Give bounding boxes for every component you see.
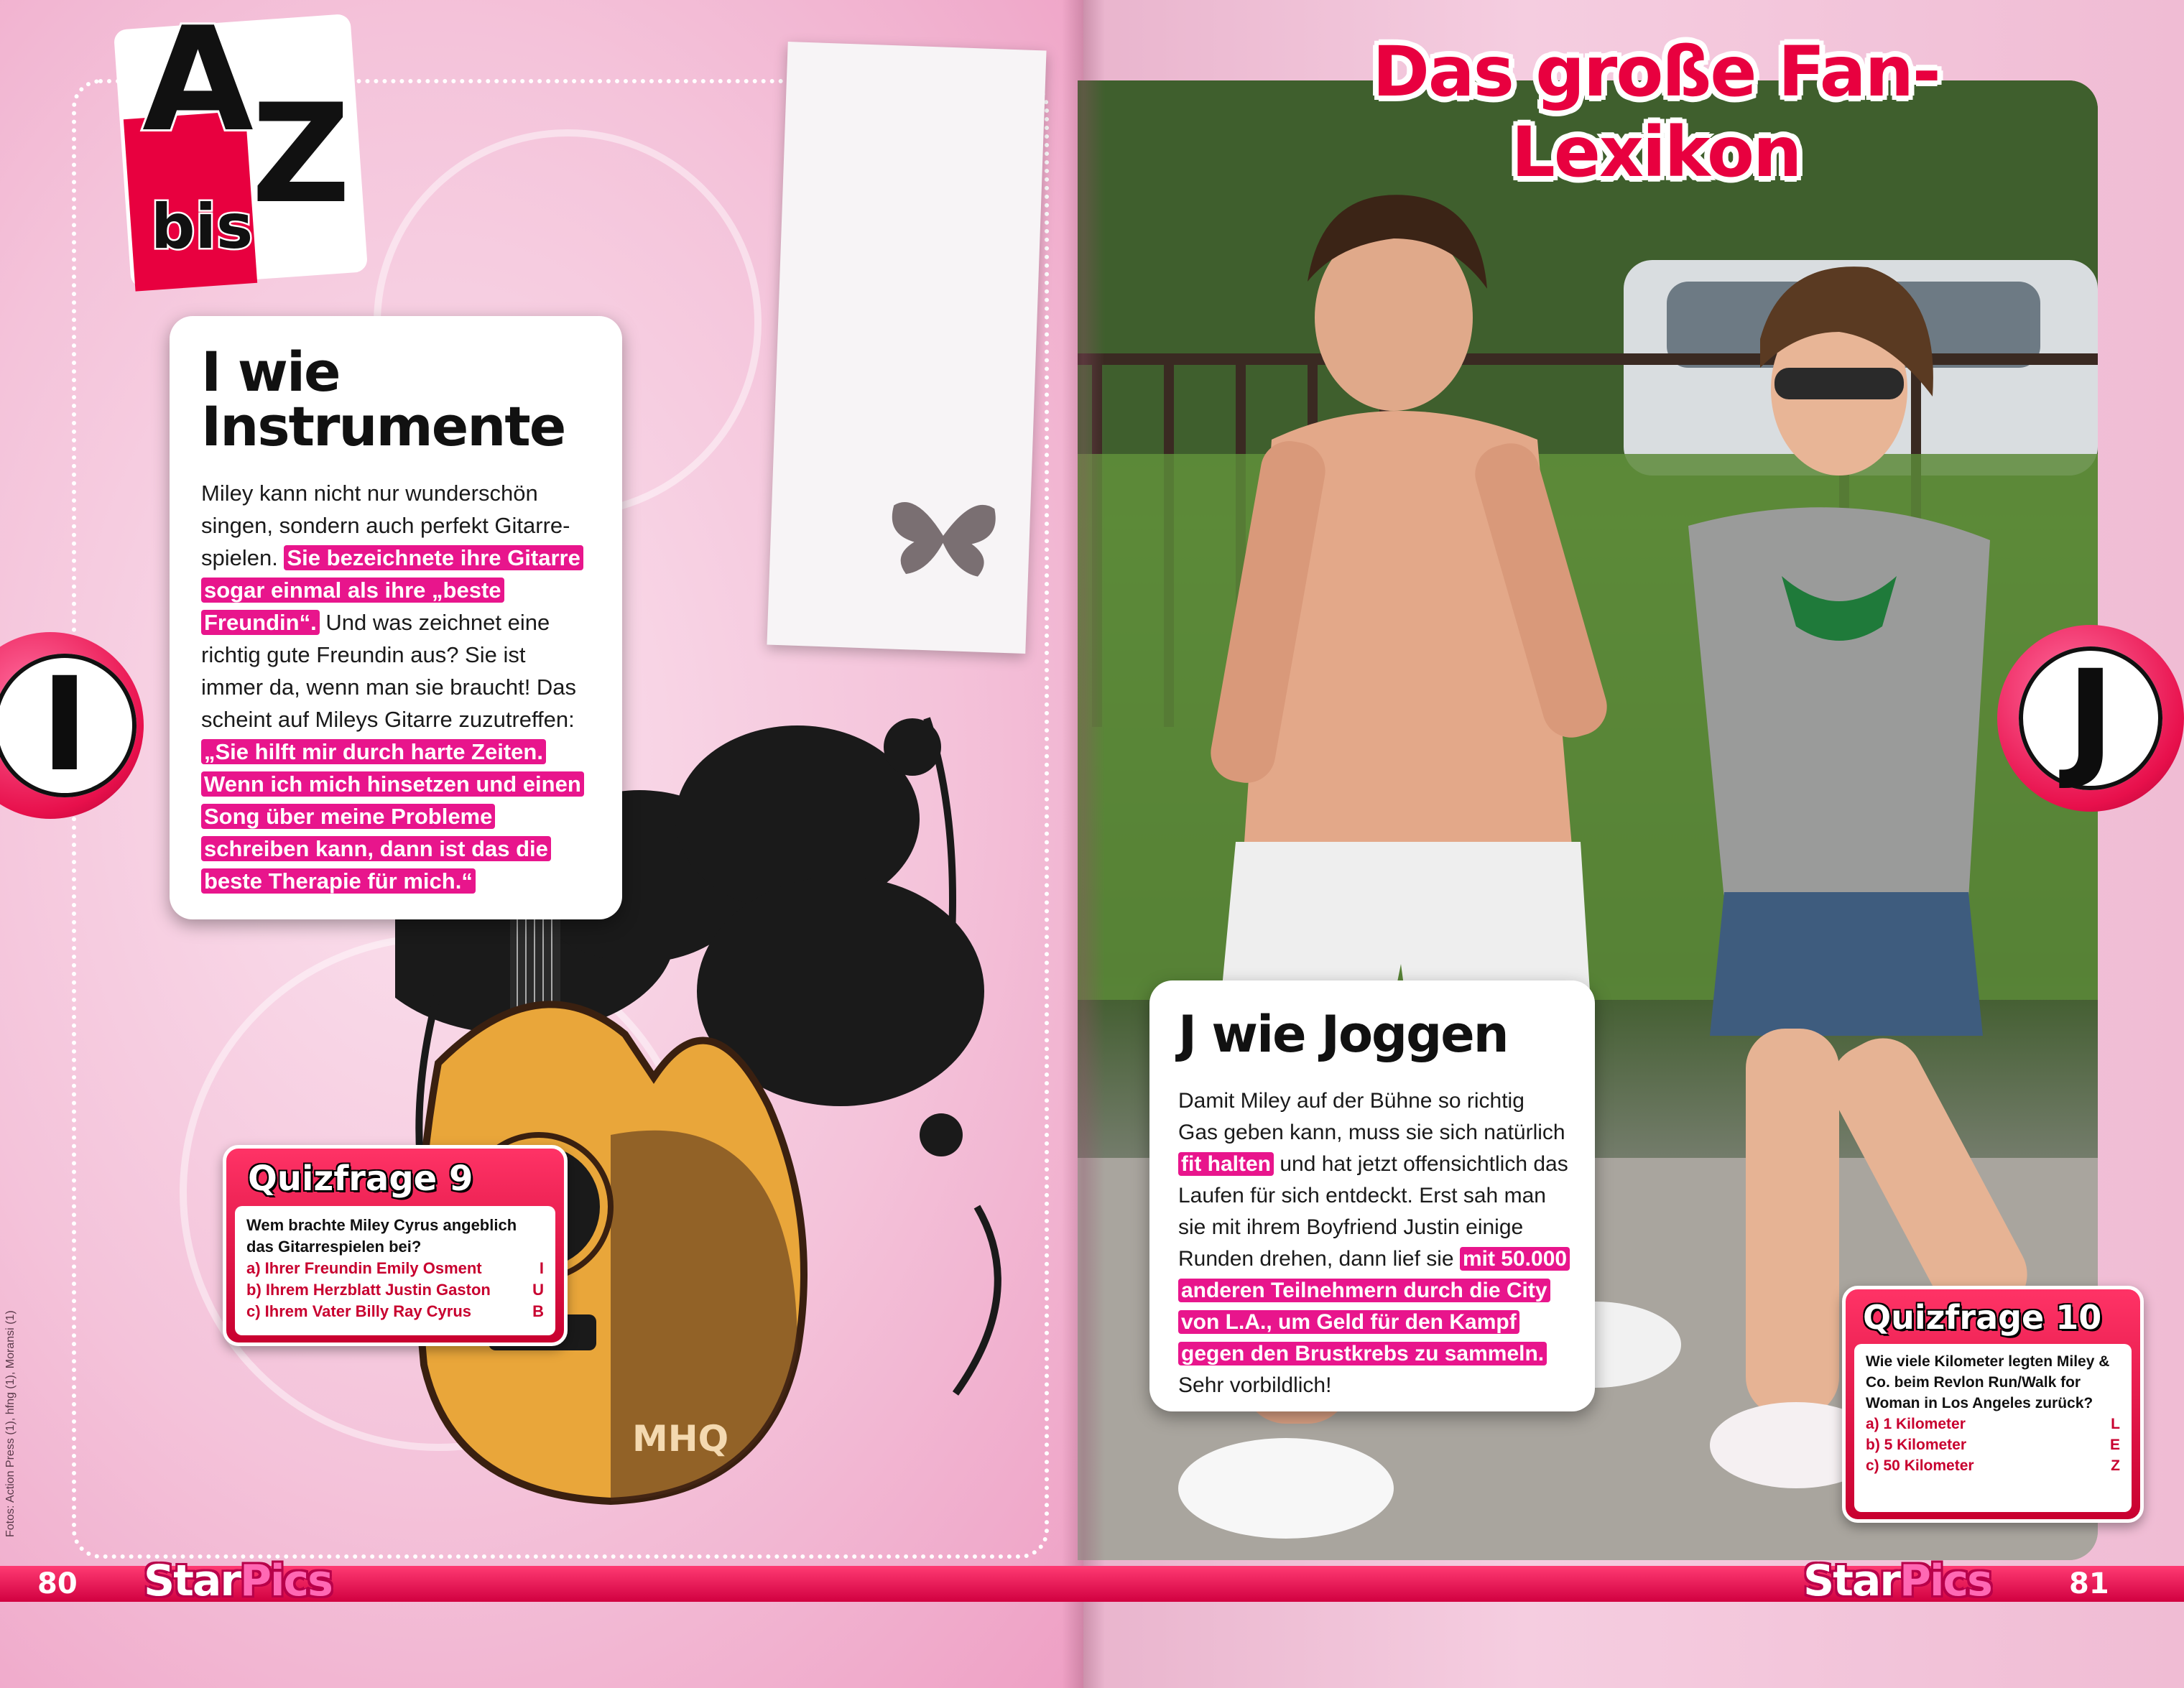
article-highlight: Sie bezeichnete ihre Gitarre sogar einmal als ihre „beste Freundin“. [201, 545, 583, 635]
quiz-option[interactable] [246, 1279, 544, 1301]
photo-credits: Fotos: Action Press (1), hfng (1), Moransi (1) [4, 1310, 17, 1537]
article-card-instrumente [170, 316, 622, 919]
quiz-option-code: L [2111, 1416, 2120, 1432]
article-body [201, 477, 593, 897]
brand-pics: Pics [1899, 1556, 1991, 1606]
quiz-option[interactable] [1866, 1434, 2120, 1455]
quiz-option[interactable] [1866, 1455, 2120, 1476]
quiz-box-10 [1842, 1286, 2144, 1523]
letter-badge-j-inner [2019, 643, 2162, 793]
logo-letter-z: Z [251, 75, 351, 233]
article-body [1178, 1085, 1569, 1401]
quiz-option-code: I [539, 1259, 544, 1277]
article-text: Und was zeichnet eine richtig gute Freundin aus? Sie ist immer da, wenn man sie braucht! Das scheint auf Mileys Gitarre zuzutreffen: [201, 610, 577, 732]
starpics-logo-right [1803, 1556, 1991, 1606]
letter-badge-j [1997, 625, 2184, 812]
quiz-option-code: Z [2111, 1457, 2120, 1474]
quiz-option[interactable] [246, 1301, 544, 1322]
article-title [201, 340, 593, 458]
article-highlight: fit halten [1178, 1152, 1274, 1176]
quiz-box-9 [223, 1145, 568, 1346]
letter-i: I [40, 650, 89, 800]
quiz-body [235, 1206, 555, 1335]
logo-graphic [108, 7, 395, 295]
article-text: und hat jetzt offensichtlich das Laufen für sich entdeckt. Erst sah man sie mit ihrem Boyfriend Justin einige Runden drehen, dann lief sie [1178, 1152, 1568, 1271]
quiz-option-code: B [532, 1302, 544, 1320]
logo-letter-a: A [142, 7, 254, 164]
article-text: Miley kann nicht nur wunderschön singen, sondern auch perfekt Gitarre-spielen. [201, 481, 570, 570]
letter-badge-i-inner [0, 650, 136, 800]
quiz-option-label: a) 1 Kilometer [1866, 1416, 1966, 1432]
page-number-left: 80 [37, 1567, 78, 1600]
article-title: J wie Joggen [1178, 1005, 1508, 1064]
starpics-logo-left [144, 1556, 332, 1606]
quiz-option-label: a) Ihrer Freundin Emily Osment [246, 1259, 482, 1277]
quiz-option-code: U [532, 1281, 544, 1299]
page-headline: Das große Fan-Lexikon [1372, 32, 1940, 193]
letter-j: J [2066, 643, 2115, 793]
page-gutter [1062, 0, 1105, 1688]
page-number-right: 81 [2069, 1567, 2109, 1600]
quiz-option-label: b) Ihrem Herzblatt Justin Gaston [246, 1281, 491, 1299]
quiz-option-label: c) Ihrem Vater Billy Ray Cyrus [246, 1302, 472, 1320]
brand-pics: Pics [239, 1556, 332, 1606]
brand-star: Star [144, 1556, 240, 1606]
quiz-title: Quizfrage 9 [248, 1159, 473, 1199]
quiz-question: Wie viele Kilometer legten Miley & Co. beim Revlon Run/Walk for Woman in Los Angeles zurück? [1866, 1353, 2110, 1411]
quiz-option-label: b) 5 Kilometer [1866, 1437, 1967, 1453]
quiz-option[interactable] [246, 1258, 544, 1279]
article-text: Sehr vorbildlich! [1178, 1373, 1332, 1397]
brand-star: Star [1803, 1556, 1900, 1606]
quiz-title: Quizfrage 10 [1863, 1298, 2102, 1337]
quiz-option-label: c) 50 Kilometer [1866, 1457, 1974, 1474]
article-highlight: „Sie hilft mir durch harte Zeiten. Wenn ich mich hinsetzen und einen Song über meine Probleme schreiben kann, dann ist das die beste Therapie für mich.“ [201, 739, 584, 894]
a-bis-z-logo [108, 7, 395, 295]
logo-word-bis: bis [151, 191, 254, 263]
article-title-line-2: Instrumente [201, 394, 565, 458]
article-text: Damit Miley auf der Bühne so richtig Gas geben kann, muss sie sich natürlich [1178, 1089, 1565, 1144]
article-card-joggen [1149, 980, 1595, 1411]
quiz-option-code: E [2109, 1437, 2120, 1453]
article-highlight: mit 50.000 anderen Teilnehmern durch die City von L.A., um Geld für den Kampf gegen den Brustkrebs zu sammeln. [1178, 1247, 1570, 1365]
quiz-question: Wem brachte Miley Cyrus angeblich das Gitarrespielen bei? [246, 1216, 517, 1256]
quiz-body [1854, 1344, 2132, 1512]
article-title-line-1: I wie [201, 340, 340, 404]
guitar-label: MHQ [632, 1418, 729, 1460]
quiz-option[interactable] [1866, 1414, 2120, 1434]
